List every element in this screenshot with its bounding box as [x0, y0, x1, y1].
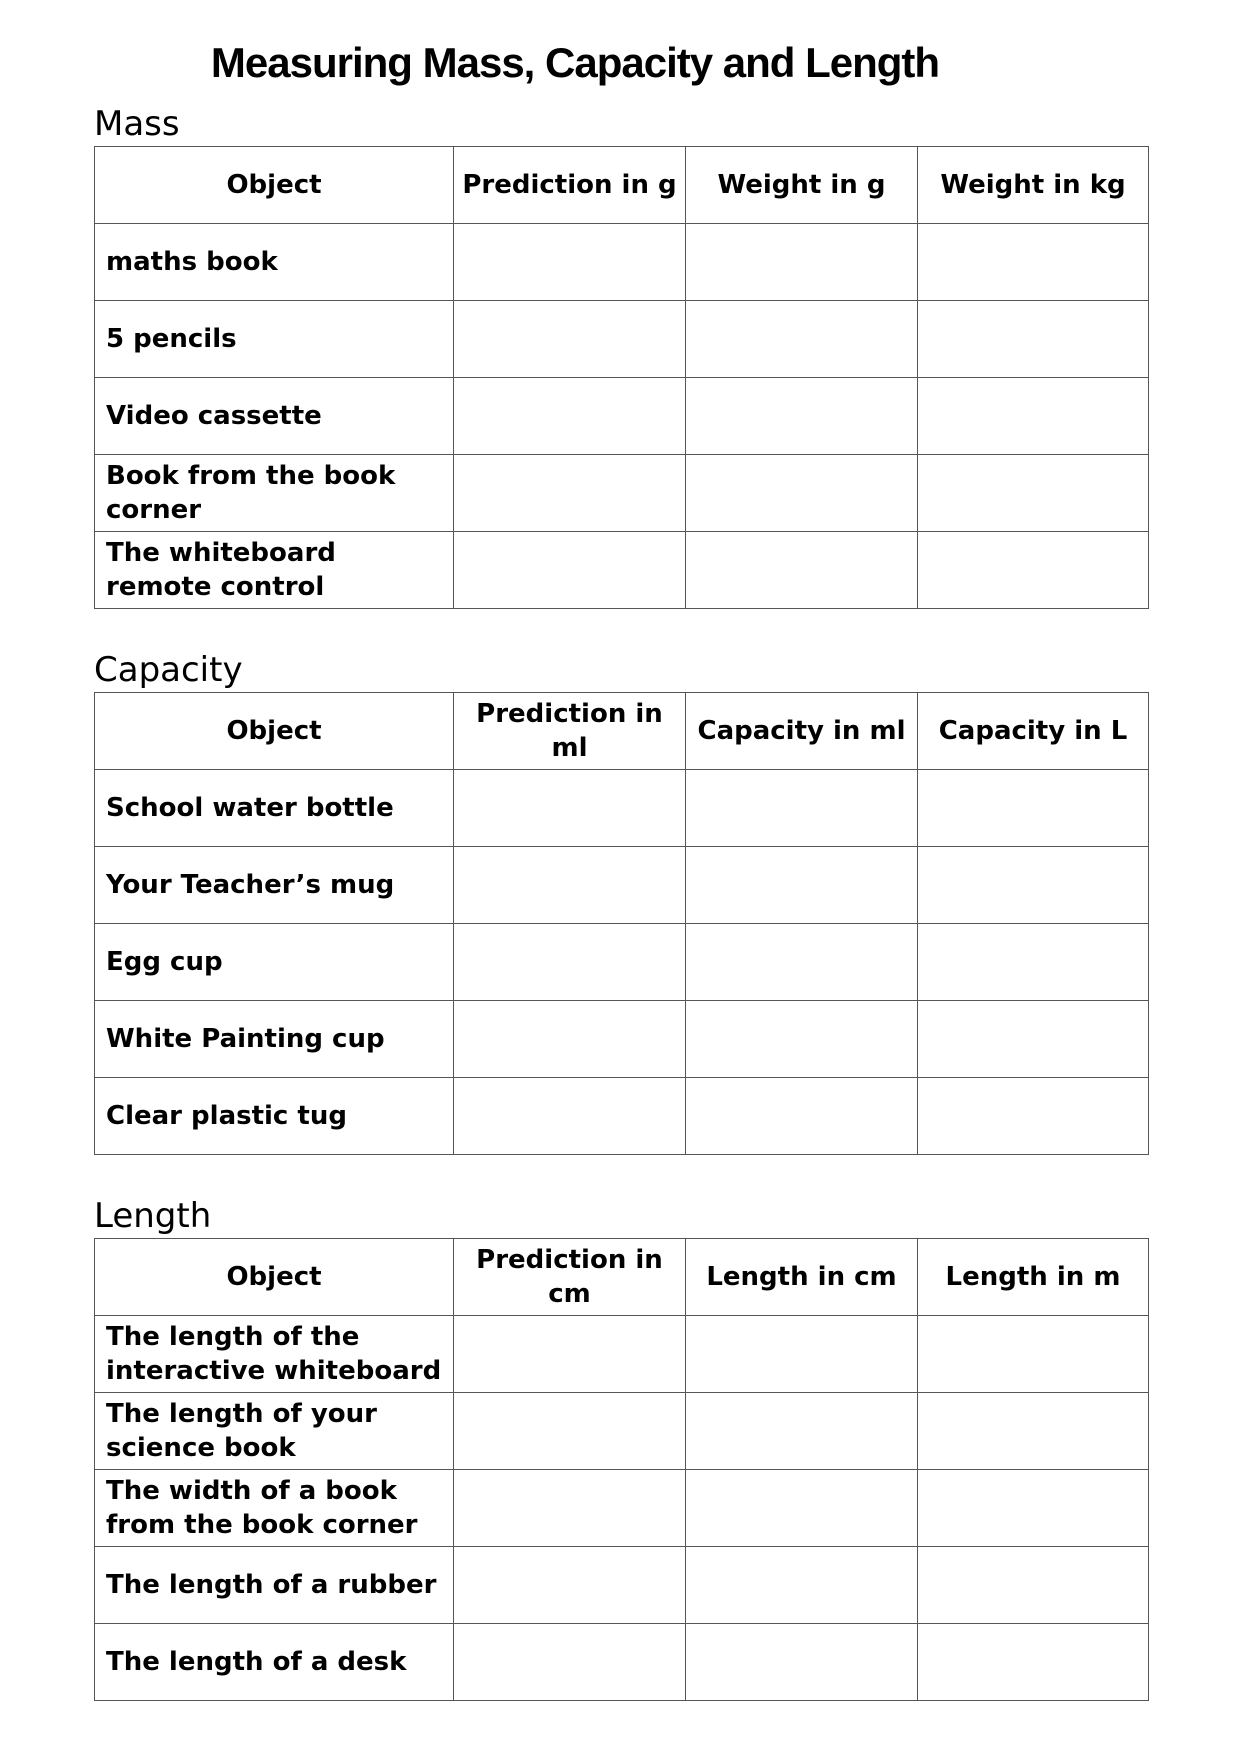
capacity-table — [94, 692, 1149, 1155]
entry-cell[interactable] — [454, 847, 686, 924]
column-header: Weight in g — [686, 147, 918, 224]
column-header: Length in m — [918, 1239, 1149, 1316]
column-header: Object — [95, 147, 454, 224]
table-row — [95, 1001, 1149, 1078]
entry-cell[interactable] — [918, 924, 1149, 1001]
entry-cell[interactable] — [918, 455, 1149, 532]
entry-cell[interactable] — [918, 770, 1149, 847]
entry-cell[interactable] — [686, 1624, 918, 1701]
table-row — [95, 847, 1149, 924]
entry-cell[interactable] — [918, 847, 1149, 924]
object-cell: maths book — [95, 224, 454, 301]
entry-cell[interactable] — [918, 1547, 1149, 1624]
entry-cell[interactable] — [454, 532, 686, 609]
entry-cell[interactable] — [918, 1001, 1149, 1078]
entry-cell[interactable] — [918, 301, 1149, 378]
column-header: Prediction in cm — [454, 1239, 686, 1316]
object-cell: The width of a book from the book corner — [95, 1470, 454, 1547]
entry-cell[interactable] — [918, 1078, 1149, 1155]
entry-cell[interactable] — [686, 770, 918, 847]
column-header: Length in cm — [686, 1239, 918, 1316]
entry-cell[interactable] — [918, 1316, 1149, 1393]
capacity-heading: Capacity — [94, 650, 243, 690]
entry-cell[interactable] — [454, 378, 686, 455]
entry-cell[interactable] — [686, 224, 918, 301]
entry-cell[interactable] — [918, 378, 1149, 455]
column-header: Weight in kg — [918, 147, 1149, 224]
entry-cell[interactable] — [454, 301, 686, 378]
object-cell: Video cassette — [95, 378, 454, 455]
entry-cell[interactable] — [454, 224, 686, 301]
entry-cell[interactable] — [454, 1001, 686, 1078]
entry-cell[interactable] — [686, 301, 918, 378]
entry-cell[interactable] — [454, 1624, 686, 1701]
entry-cell[interactable] — [686, 1547, 918, 1624]
entry-cell[interactable] — [454, 1547, 686, 1624]
table-row — [95, 1316, 1149, 1393]
object-cell: The length of a rubber — [95, 1547, 454, 1624]
table-row — [95, 532, 1149, 609]
table-row — [95, 224, 1149, 301]
table-row — [95, 1078, 1149, 1155]
table-row — [95, 1393, 1149, 1470]
object-cell: The whiteboard remote control — [95, 532, 454, 609]
entry-cell[interactable] — [686, 924, 918, 1001]
entry-cell[interactable] — [918, 1624, 1149, 1701]
object-cell: Egg cup — [95, 924, 454, 1001]
entry-cell[interactable] — [454, 1393, 686, 1470]
length-table — [94, 1238, 1149, 1701]
table-row — [95, 1624, 1149, 1701]
entry-cell[interactable] — [686, 532, 918, 609]
object-cell: 5 pencils — [95, 301, 454, 378]
column-header: Prediction in ml — [454, 693, 686, 770]
column-header: Capacity in L — [918, 693, 1149, 770]
object-cell: White Painting cup — [95, 1001, 454, 1078]
page-title: Measuring Mass, Capacity and Length — [210, 39, 940, 86]
table-row — [95, 924, 1149, 1001]
mass-table — [94, 146, 1149, 609]
column-header: Object — [95, 1239, 454, 1316]
table-row — [95, 455, 1149, 532]
object-cell: The length of your science book — [95, 1393, 454, 1470]
entry-cell[interactable] — [918, 1470, 1149, 1547]
length-heading: Length — [94, 1196, 212, 1236]
table-header-row — [95, 1239, 1149, 1316]
entry-cell[interactable] — [686, 1001, 918, 1078]
entry-cell[interactable] — [454, 1078, 686, 1155]
entry-cell[interactable] — [686, 378, 918, 455]
entry-cell[interactable] — [686, 1316, 918, 1393]
table-row — [95, 1470, 1149, 1547]
object-cell: The length of the interactive whiteboard — [95, 1316, 454, 1393]
entry-cell[interactable] — [918, 1393, 1149, 1470]
entry-cell[interactable] — [686, 847, 918, 924]
entry-cell[interactable] — [686, 1470, 918, 1547]
column-header: Object — [95, 693, 454, 770]
entry-cell[interactable] — [454, 924, 686, 1001]
column-header: Capacity in ml — [686, 693, 918, 770]
object-cell: Your Teacher’s mug — [95, 847, 454, 924]
entry-cell[interactable] — [454, 1316, 686, 1393]
object-cell: Clear plastic tug — [95, 1078, 454, 1155]
table-header-row — [95, 147, 1149, 224]
table-row — [95, 378, 1149, 455]
table-row — [95, 301, 1149, 378]
entry-cell[interactable] — [454, 455, 686, 532]
entry-cell[interactable] — [454, 1470, 686, 1547]
entry-cell[interactable] — [918, 224, 1149, 301]
entry-cell[interactable] — [686, 1078, 918, 1155]
mass-heading: Mass — [94, 104, 180, 144]
object-cell: The length of a desk — [95, 1624, 454, 1701]
table-row — [95, 1547, 1149, 1624]
object-cell: School water bottle — [95, 770, 454, 847]
entry-cell[interactable] — [918, 532, 1149, 609]
column-header: Prediction in g — [454, 147, 686, 224]
entry-cell[interactable] — [686, 455, 918, 532]
object-cell: Book from the book corner — [95, 455, 454, 532]
entry-cell[interactable] — [686, 1393, 918, 1470]
table-header-row — [95, 693, 1149, 770]
entry-cell[interactable] — [454, 770, 686, 847]
table-row — [95, 770, 1149, 847]
